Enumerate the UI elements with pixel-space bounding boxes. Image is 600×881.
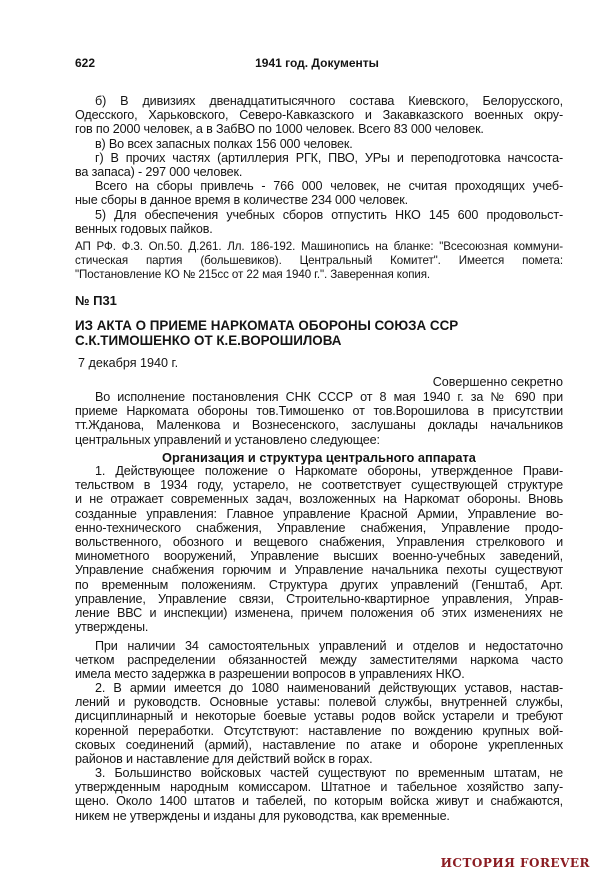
text-line: Одесского, Харьковского, Северо-Кавказского и Закавказского военных окру-	[75, 108, 563, 123]
text-line: При наличии 34 самостоятельных управлений и отделов и недостаточно	[95, 639, 563, 653]
intro-paragraph	[75, 390, 563, 447]
text-line: г) В прочих частях (артиллерия РГК, ПВО, УРы и переподготовка начсоста-	[95, 150, 563, 165]
text-line: ные сборы в данное время в количестве 234 000 человек.	[75, 193, 408, 208]
text-line: созданные управления: Главное управление Красной Армии, Управление во-	[75, 506, 563, 521]
text-line: управление, Управление связи, Строительно-квартирное управления, Управ-	[75, 591, 563, 606]
text-line: гов по 2000 человек, а в ЗабВО по 1000 человек. Всего 83 000 человек.	[75, 122, 484, 137]
text-line: дисциплинарный и некоторые боевые уставы родов войск устарели и требуют	[75, 709, 563, 724]
text-line: 1. Действующее положение о Наркомате обороны, утвержденное Прави-	[95, 464, 563, 478]
paragraph-2	[75, 681, 563, 766]
text-line: тельством в 1934 году, устарело, не соответствует существующей структуре	[75, 478, 563, 493]
text-line: стическая партия (большевиков). Центральный Комитет". Имеется помета:	[75, 254, 563, 267]
text-line: по временным положениям. Структура других управлений (Генштаб, Арт.	[75, 577, 563, 592]
text-line: 5) Для обеспечения учебных сборов отпустить НКО 145 600 продовольст-	[95, 207, 563, 222]
text-line: АП РФ. Ф.3. Оп.50. Д.261. Лл. 186-192. Машинопись на бланке: "Всесоюзная коммуни-	[75, 240, 563, 253]
text-line: утвержденным народным комиссаром. Штатное и табельное хозяйство запу-	[75, 780, 563, 795]
text-line: С.К.ТИМОШЕНКО ОТ К.Е.ВОРОШИЛОВА	[75, 332, 342, 348]
watermark-logo: ИСТОРИЯ FOREVER	[440, 856, 590, 870]
text-line: четком распределении обязанностей между заместителями наркома часто	[75, 653, 563, 668]
section-heading: Организация и структура центрального аппарата	[162, 450, 476, 465]
text-line: в) Во всех запасных полках 156 000 человек.	[95, 136, 353, 151]
paragraph-1-continued	[75, 639, 563, 682]
paragraph-3	[75, 766, 563, 823]
text-line: коренной переработки. Отсутствуют: наставление по вождению крупных вой-	[75, 723, 563, 738]
text-line: енно-технического снабжения, Управление снабжения, Управление продо-	[75, 520, 563, 535]
text-line: районов и наставление для действий войск в горах.	[75, 751, 373, 766]
text-line: ва запаса) - 297 000 человек.	[75, 164, 243, 179]
text-line: вольственного, обозного и вещевого снабжения, Управления стрелкового и	[75, 534, 563, 549]
text-line: тт.Жданова, Маленкова и Вознесенского, заслушаны доклады начальников	[75, 418, 563, 433]
text-line: 3. Большинство войсковых частей существуют по временным штатам, не	[95, 766, 563, 780]
text-line: "Постановление КО № 215сс от 22 мая 1940 г.". Заверенная копия.	[75, 268, 431, 281]
text-line: Управление снабжения горючим и Управление начальника пехоты существуют	[75, 563, 563, 578]
text-line: 2. В армии имеется до 1080 наименований действующих уставов, настав-	[95, 681, 563, 695]
text-line: венных годовых пайков.	[75, 221, 213, 236]
text-line: ление ВВС и инспекции) изменена, причем положения об этих изменениях не	[75, 605, 563, 620]
text-line: центральных управлений и установлено следующее:	[75, 432, 380, 447]
text-line: имела место задержка в разрешении вопросов в управлениях НКО.	[75, 667, 465, 682]
continuation-text	[75, 94, 563, 236]
text-line: никем не утверждены и изданы для руководства, как временные.	[75, 808, 450, 823]
text-line: щено. Около 1400 штатов и табелей, по которым войска живут и снабжаются,	[75, 794, 563, 809]
archival-source-note	[75, 240, 563, 282]
page-number: 622	[75, 56, 96, 70]
text-line: сковых соединений (армий), наставление по атаке и обороне укрепленных	[75, 737, 563, 752]
text-line: б) В дивизиях двенадцатитысячного состава Киевского, Белорусского,	[95, 94, 563, 108]
text-line: Всего на сборы привлечь - 766 000 человек, не считая проходящих учеб-	[95, 179, 563, 194]
text-line: приеме Наркомата обороны тов.Тимошенко от тов.Ворошилова в присутствии	[75, 404, 563, 419]
paragraph-1	[75, 464, 563, 634]
text-line: и не отражает современных задач, возложенных на Наркомат обороны. Вновь	[75, 492, 563, 507]
text-line: утверждены.	[75, 620, 149, 635]
text-line: Во исполнение постановления СНК СССР от 8 мая 1940 г. за № 690 при	[95, 390, 563, 404]
text-line: минометного вооружений, Управление высших военно-учебных заведений,	[75, 549, 563, 564]
document-number: № П31	[75, 293, 117, 308]
text-line: ИЗ АКТА О ПРИЕМЕ НАРКОМАТА ОБОРОНЫ СОЮЗА ССР	[75, 318, 459, 333]
document-title	[75, 319, 563, 348]
text-line: лений и руководств. Основные уставы: полевой службы, внутренней службы,	[75, 695, 563, 710]
classification-label: Совершенно секретно	[432, 375, 563, 389]
document-date: 7 декабря 1940 г.	[78, 356, 179, 370]
running-title: 1941 год. Документы	[255, 56, 379, 70]
